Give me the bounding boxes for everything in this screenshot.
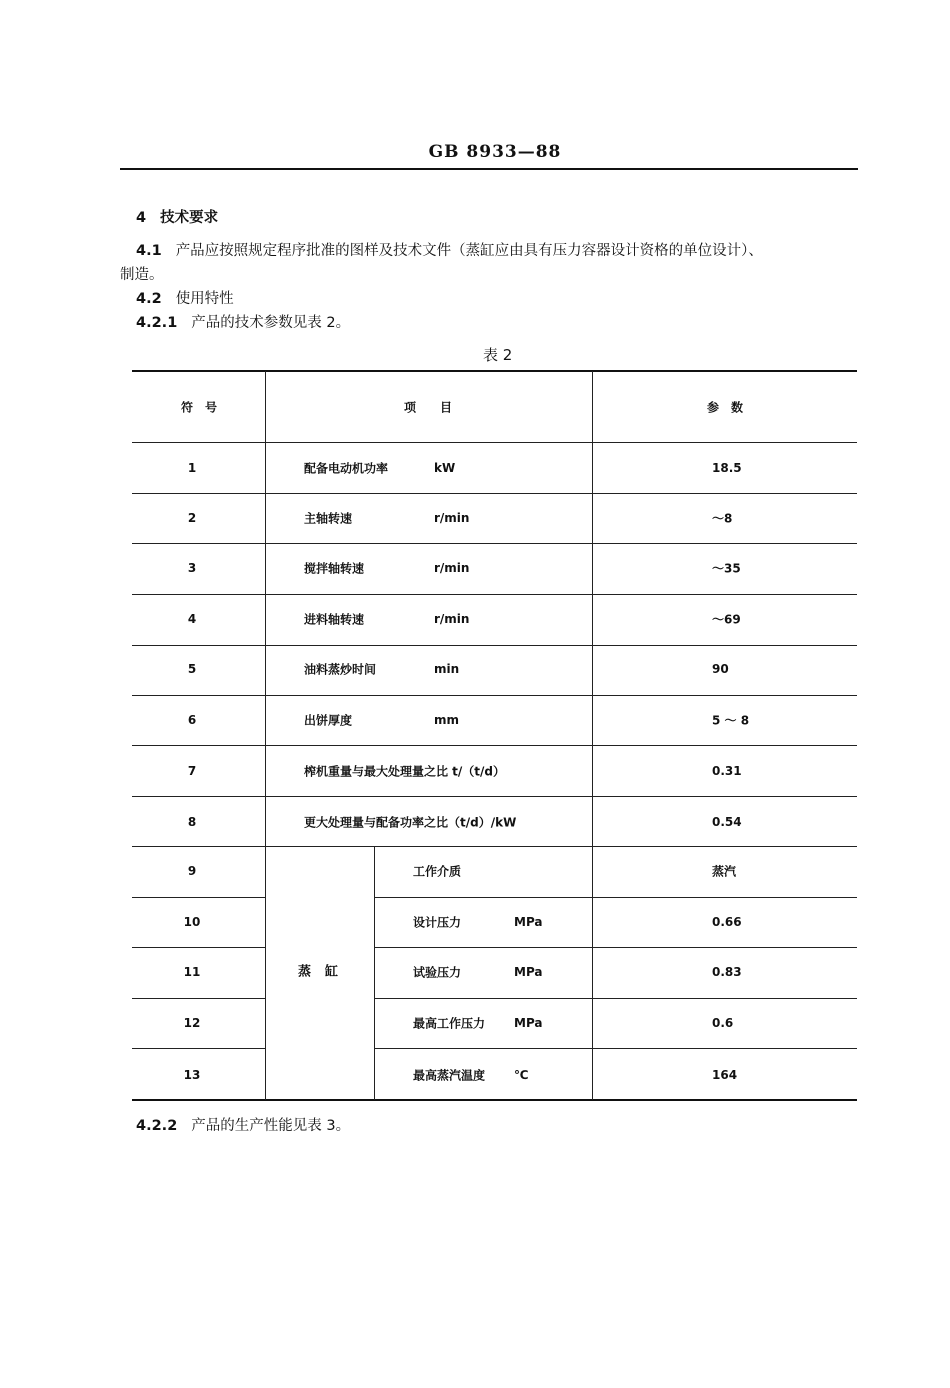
clause-number: 4.1 [136, 243, 162, 259]
clause-4-1-cont [120, 263, 164, 284]
row-item: 工作介质 [413, 864, 462, 879]
row-item: 更大处理量与配备功率之比（t/d）/kW [304, 815, 517, 830]
row-number: 4 [187, 612, 197, 626]
row-number: 7 [187, 764, 197, 778]
table-top-rule [132, 370, 857, 372]
clause-text: 产品应按照规定程序批准的图样及技术文件（蒸缸应由具有压力容器设计资格的单位设计）、 [175, 243, 763, 259]
header-item: 项 目 [403, 400, 453, 415]
row-separator [132, 543, 857, 544]
row-unit: r/min [434, 511, 470, 525]
header-rule [120, 168, 858, 170]
row-item: 搅拌轴转速 [304, 561, 365, 576]
clause-4-2 [136, 287, 234, 308]
clause-4-1 [136, 239, 763, 260]
row-number: 9 [187, 864, 197, 878]
row-unit: MPa [514, 915, 543, 929]
row-value: 0.6 [712, 1016, 734, 1030]
row-separator [132, 745, 857, 746]
row-item: 最高工作压力 [413, 1016, 486, 1031]
row-item: 试验压力 [413, 965, 462, 980]
row-separator [374, 947, 857, 948]
header-param: 参 数 [706, 400, 744, 415]
section-heading [136, 206, 218, 227]
row-value: 5 ～ 8 [712, 713, 750, 728]
row-number: 3 [187, 561, 197, 575]
row-item: 出饼厚度 [304, 713, 353, 728]
row-unit: mm [434, 713, 460, 727]
row-unit: r/min [434, 561, 470, 575]
row-value: ～35 [712, 561, 741, 576]
header-symbol: 符 号 [180, 400, 218, 415]
row-separator [132, 645, 857, 646]
row-value: 90 [712, 662, 729, 676]
clause-4-2-1 [136, 311, 350, 332]
row-number: 1 [187, 461, 197, 475]
row-unit: ℃ [514, 1068, 529, 1082]
clause-number: 4.2.2 [136, 1118, 178, 1134]
section-title: 技术要求 [160, 210, 219, 226]
clause-number: 4.2 [136, 291, 162, 307]
row-unit: kW [434, 461, 456, 475]
section-number: 4 [136, 210, 147, 226]
group-label-steam-cylinder: 蒸缸 [297, 964, 353, 980]
row-value: 0.31 [712, 764, 742, 778]
clause-text: 产品的技术参数见表 2。 [191, 315, 351, 331]
row-value: 18.5 [712, 461, 742, 475]
row-item: 油料蒸炒时间 [304, 662, 377, 677]
row-number: 12 [183, 1016, 201, 1030]
row-separator [132, 897, 265, 898]
row-value: 0.54 [712, 815, 742, 829]
row-number: 8 [187, 815, 197, 829]
clause-text: 制造。 [120, 267, 164, 283]
column-separator [265, 371, 266, 1100]
row-number: 6 [187, 713, 197, 727]
row-item: 进料轴转速 [304, 612, 365, 627]
row-separator [132, 442, 857, 443]
row-number: 13 [183, 1068, 201, 1082]
row-item: 配备电动机功率 [304, 461, 389, 476]
table-caption: 表 2 [483, 346, 513, 364]
row-unit: min [434, 662, 460, 676]
row-number: 2 [187, 511, 197, 525]
row-item: 榨机重量与最大处理量之比 t/（t/d） [304, 764, 506, 779]
row-separator [132, 695, 857, 696]
row-separator [374, 1048, 857, 1049]
table-bottom-rule [132, 1099, 857, 1101]
row-separator [374, 998, 857, 999]
row-separator [132, 947, 265, 948]
row-separator [132, 846, 857, 847]
clause-4-2-2 [136, 1114, 350, 1135]
clause-text: 产品的生产性能见表 3。 [191, 1118, 351, 1134]
row-unit: MPa [514, 1016, 543, 1030]
row-item: 设计压力 [413, 915, 462, 930]
row-value: 164 [712, 1068, 738, 1082]
row-item: 最高蒸汽温度 [413, 1068, 486, 1083]
row-value: ～69 [712, 612, 741, 627]
row-number: 10 [183, 915, 201, 929]
row-value: 0.83 [712, 965, 742, 979]
clause-text: 使用特性 [175, 291, 234, 307]
row-number: 11 [183, 965, 201, 979]
row-unit: r/min [434, 612, 470, 626]
standard-code-header: GB 8933—88 [428, 142, 562, 162]
row-number: 5 [187, 662, 197, 676]
row-value: 蒸汽 [712, 864, 737, 879]
row-separator [132, 1048, 265, 1049]
row-value: ～8 [712, 511, 733, 526]
row-value: 0.66 [712, 915, 742, 929]
row-separator [132, 796, 857, 797]
column-separator [592, 371, 593, 1100]
row-separator [132, 998, 265, 999]
column-separator [374, 846, 375, 1100]
row-separator [132, 594, 857, 595]
row-separator [132, 493, 857, 494]
row-item: 主轴转速 [304, 511, 353, 526]
clause-number: 4.2.1 [136, 315, 178, 331]
row-separator [374, 897, 857, 898]
row-unit: MPa [514, 965, 543, 979]
